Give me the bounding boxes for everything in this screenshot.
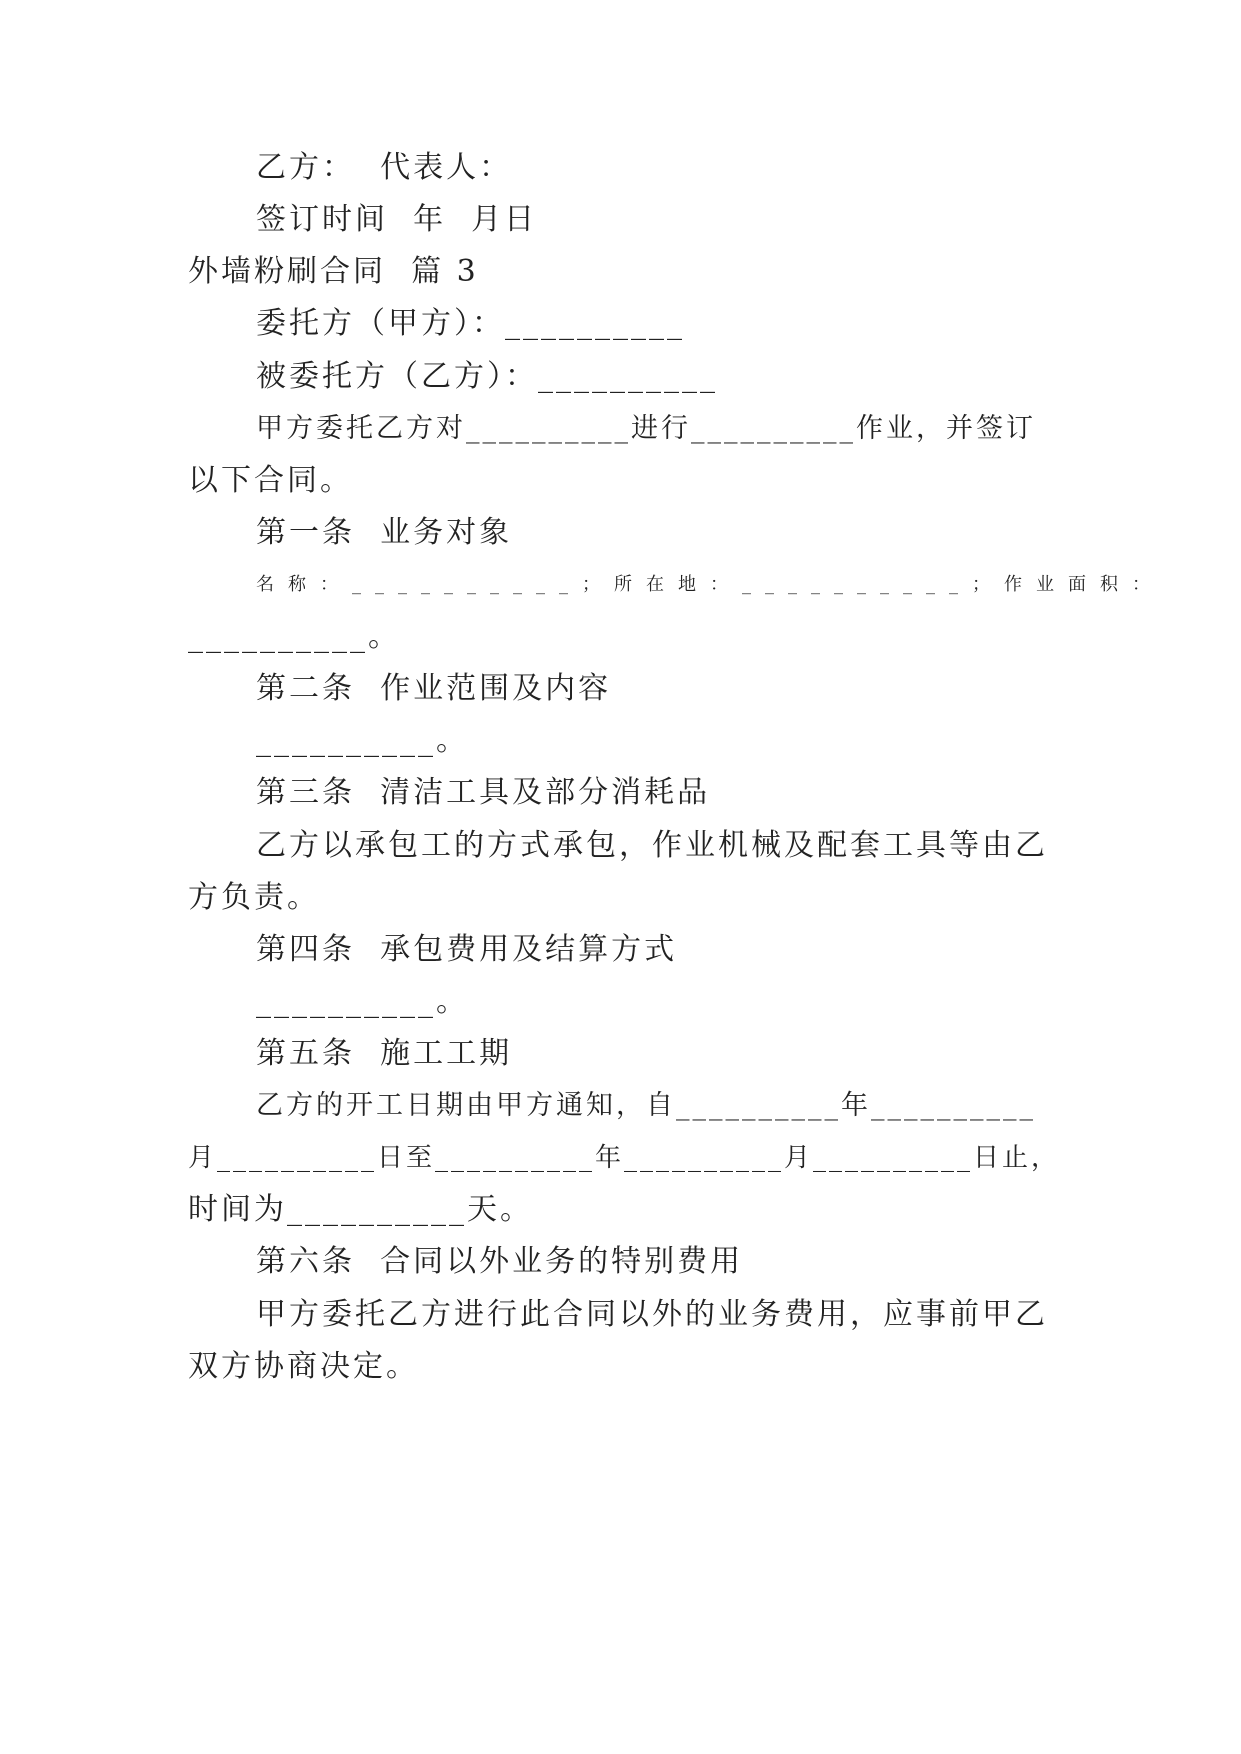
paragraph-line: 甲方委托乙方对__________进行__________作业，并签订 bbox=[256, 413, 1036, 444]
article-heading: 第六条 合同以外业务的特别费用 bbox=[256, 1244, 744, 1279]
paragraph-line: __________。 bbox=[256, 723, 469, 758]
paragraph-line: 甲方委托乙方进行此合同以外的业务费用，应事前甲乙 bbox=[256, 1297, 1048, 1332]
signature-party-b-line: 乙方： 代表人： bbox=[256, 150, 513, 185]
paragraph-line: 名称：__________；所在地：__________；作业面积： bbox=[256, 574, 1164, 595]
signing-date-line: 签订时间 年 月日 bbox=[256, 202, 538, 237]
paragraph-line: __________。 bbox=[256, 984, 469, 1019]
article-heading: 第五条 施工工期 bbox=[256, 1036, 513, 1071]
paragraph-line: 月__________日至__________年__________月__________日止， bbox=[188, 1143, 1061, 1173]
article-heading: 第二条 作业范围及内容 bbox=[256, 671, 612, 706]
section-title: 外墙粉刷合同 篇 3 bbox=[188, 254, 479, 289]
paragraph-line: __________。 bbox=[188, 619, 401, 654]
paragraph-line: 以下合同。 bbox=[188, 463, 353, 498]
contractor-party-b-line: 被委托方（乙方）：__________ bbox=[256, 359, 718, 394]
paragraph-line: 时间为__________天。 bbox=[188, 1192, 533, 1227]
paragraph-line: 双方协商决定。 bbox=[188, 1349, 419, 1384]
article-heading: 第一条 业务对象 bbox=[256, 515, 513, 550]
client-party-a-line: 委托方（甲方）：__________ bbox=[256, 306, 685, 341]
paragraph-line: 乙方的开工日期由甲方通知，自__________年__________ bbox=[256, 1090, 1036, 1121]
paragraph-line: 乙方以承包工的方式承包，作业机械及配套工具等由乙 bbox=[256, 828, 1048, 863]
paragraph-line: 方负责。 bbox=[188, 880, 320, 915]
article-heading: 第四条 承包费用及结算方式 bbox=[256, 932, 678, 967]
article-heading: 第三条 清洁工具及部分消耗品 bbox=[256, 775, 711, 810]
